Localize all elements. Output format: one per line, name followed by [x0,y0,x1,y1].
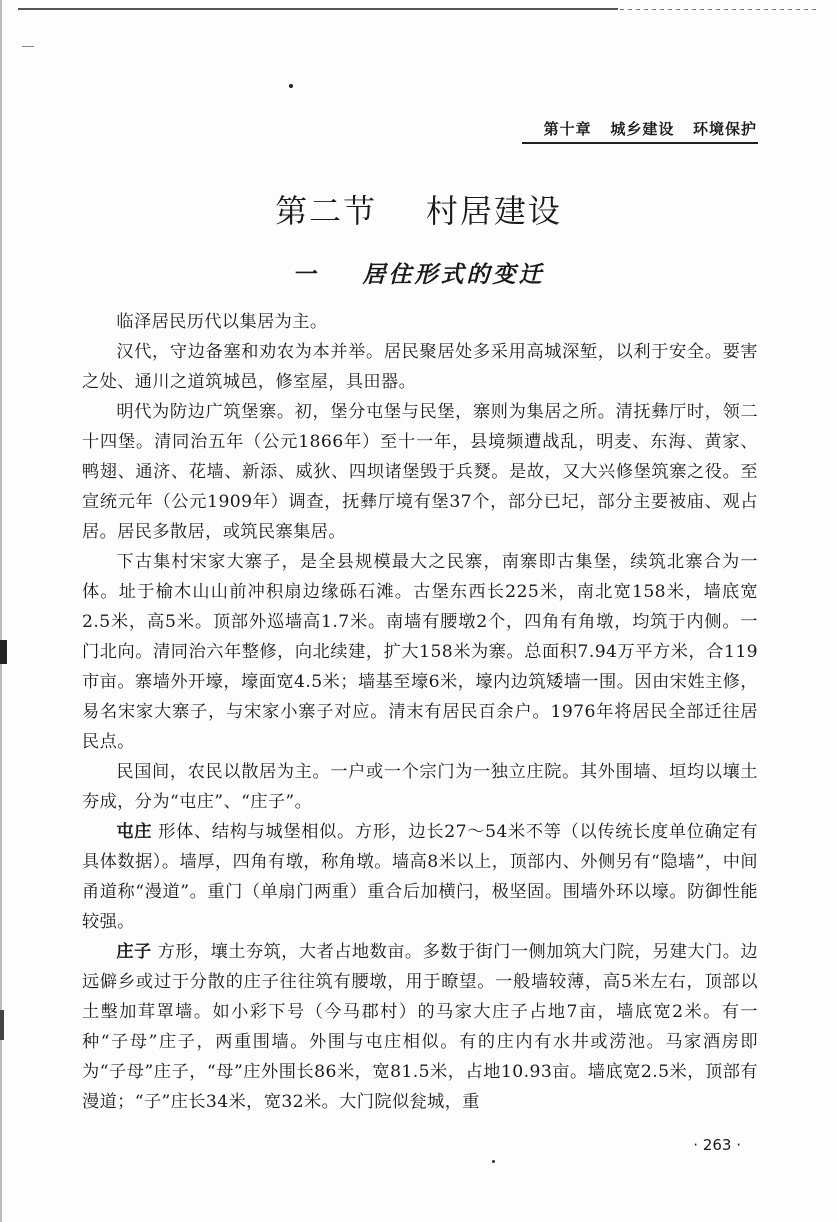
paragraph-text: 形体、结构与城堡相似。方形，边长27～54米不等（以传统长度单位确定有具体数据）。墙厚，四角有墩，称角墩。墙高8米以上，顶部内、外侧另有“隐墙”，中间甬道称“漫道”。重门（单扇门两重）重合后加横闩，极坚固。围墙外环以壕。防御性能较强。 [82,822,758,932]
paragraph-lead-term: 庄子 [116,942,152,962]
paragraph-text: 方形，壤土夯筑，大者占地数亩。多数于街门一侧加筑大门院，另建大门。边远僻乡或过于分散的庄子往往筑有腰墩，用于瞭望。一般墙较薄，高5米左右，顶部以土墼加茸罩墙。如小彩下号（今马郡村）的马家大庄子占地7亩，墙底宽2米。有一种“子母”庄子，两重围墙。外围与屯庄相似。有的庄内有水井或涝池。马家酒房即为“子母”庄子，“母”庄外围长86米，宽81.5米，占地10.93亩。墙底宽2.5米，顶部有漫道；“子”庄长34米，宽32米。大门院似瓮城，重 [82,942,758,1112]
paragraph [82,757,758,817]
scan-binding-mark [0,640,7,664]
scan-dot [492,1160,495,1163]
section-title: 第二节 村居建设 [275,192,562,230]
paragraph [82,937,758,1117]
running-header: 第十章 城乡建设 环境保护 [543,120,757,138]
paragraph-text: 下古集村宋家大寨子，是全县规模最大之民寨，南寨即古集堡，续筑北寨合为一体。址于榆木山山前冲积扇边缘砾石滩。古堡东西长225米，南北宽158米，墙底宽2.5米，高5米。顶部外巡墙高1.7米。南墙有腰墩2个，四角有角墩，均筑于内侧。一门北向。清同治六年整修，向北续建，扩大158米为寨。总面积7.94万平方米，合119市亩。寨墙外开壕，壕面宽4.5米；墙基至壕6米，壕内边筑矮墙一围。因由宋姓主修，易名宋家大寨子，与宋家小寨子对应。清末有居民百余户。1976年将居民全部迁往居民点。 [82,552,758,752]
header-rule [522,142,758,144]
paragraph [82,397,758,547]
body-text [82,307,758,1117]
paragraph [82,817,758,937]
paragraph [82,307,758,337]
sub-title: 一 居住形式的变迁 [292,261,545,288]
page-number: · 263 · [693,1136,741,1154]
paragraph-text: 汉代，守边备塞和劝农为本并举。居民聚居处多采用高城深堑，以利于安全。要害之处、通川之道筑城邑，修室屋，具田器。 [82,342,758,392]
paragraph [82,337,758,397]
paragraph-text: 明代为防边广筑堡寨。初，堡分屯堡与民堡，寨则为集居之所。清抚彝厅时，领二十四堡。清同治五年（公元1866年）至十一年，县境频遭战乱，明麦、东海、黄家、鸭翅、通济、花墙、新添、威狄、四坝诸堡毁于兵燹。是故，又大兴修堡筑寨之役。至宣统元年（公元1909年）调查，抚彝厅境有堡37个，部分已圮，部分主要被庙、观占居。居民多散居，或筑民寨集居。 [82,402,758,542]
paragraph-lead-term: 屯庄 [116,822,153,842]
scan-dot [289,84,293,88]
scan-mark [22,46,34,47]
scan-binding-mark [0,1010,4,1040]
paragraph-text: 民国间，农民以散居为主。一户或一个宗门为一独立庄院。其外围墙、垣均以壤土夯成，分为“屯庄”、“庄子”。 [82,762,758,812]
paragraph-text: 临泽居民历代以集居为主。 [116,312,328,332]
scan-top-rule [18,8,618,10]
scan-top-rule-dashed [620,9,820,10]
paragraph [82,547,758,757]
